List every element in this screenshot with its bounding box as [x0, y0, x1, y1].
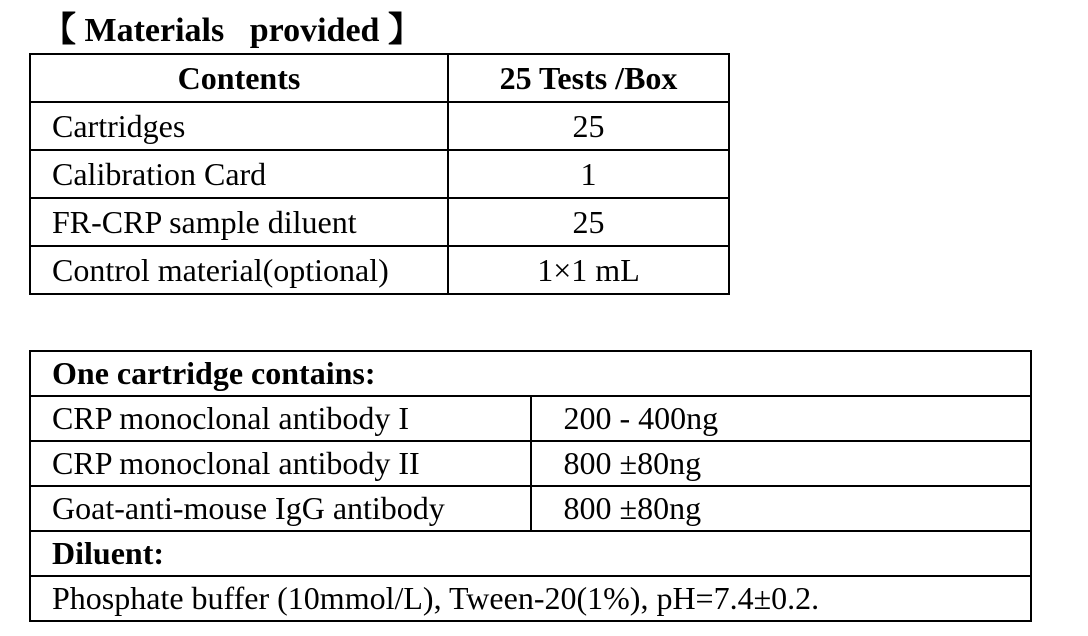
cartridge-heading-row [30, 351, 1031, 396]
table-row [30, 486, 1031, 531]
table-row [30, 150, 729, 198]
table-row [30, 396, 1031, 441]
item-cell: FR-CRP sample diluent [30, 198, 448, 246]
quantity-cell: 25 [448, 198, 729, 246]
section-title: 【 Materials provided 】 [42, 12, 422, 49]
cartridge-heading: One cartridge contains: [30, 351, 1031, 396]
component-cell: CRP monoclonal antibody I [30, 396, 531, 441]
item-cell: Calibration Card [30, 150, 448, 198]
column-header-contents: Contents [30, 54, 448, 102]
diluent-text-row [30, 576, 1031, 621]
quantity-cell: 25 [448, 102, 729, 150]
item-cell: Control material(optional) [30, 246, 448, 294]
amount-cell: 200 - 400ng [531, 396, 1032, 441]
diluent-description: Phosphate buffer (10mmol/L), Tween-20(1%), pH=7.4±0.2. [30, 576, 1031, 621]
cartridge-composition-table [29, 350, 1032, 622]
quantity-cell: 1×1 mL [448, 246, 729, 294]
component-cell: CRP monoclonal antibody II [30, 441, 531, 486]
item-cell: Cartridges [30, 102, 448, 150]
quantity-cell: 1 [448, 150, 729, 198]
diluent-heading: Diluent: [30, 531, 1031, 576]
table-row [30, 246, 729, 294]
column-header-tests-per-box: 25 Tests /Box [448, 54, 729, 102]
table-row [30, 441, 1031, 486]
amount-cell: 800 ±80ng [531, 441, 1032, 486]
table-row [30, 102, 729, 150]
table-header-row [30, 54, 729, 102]
table-row [30, 198, 729, 246]
component-cell: Goat-anti-mouse IgG antibody [30, 486, 531, 531]
diluent-heading-row [30, 531, 1031, 576]
materials-table [29, 53, 730, 295]
amount-cell: 800 ±80ng [531, 486, 1032, 531]
